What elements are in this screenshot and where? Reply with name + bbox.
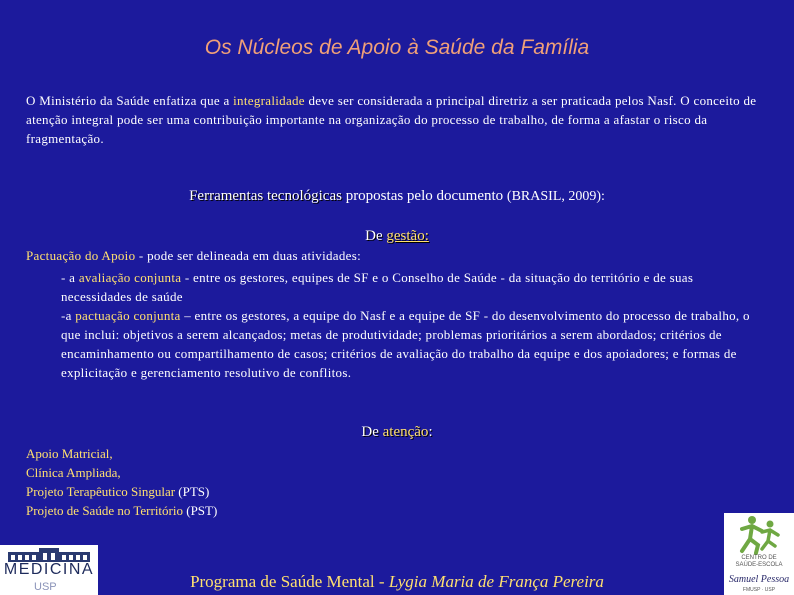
item-highlight: pactuação conjunta: [75, 308, 181, 323]
ferramentas-heading: [0, 188, 794, 205]
intro-text-1: O Ministério da Saúde enfatiza que a: [26, 93, 234, 108]
list-item-avaliacao: [61, 268, 766, 306]
centro-text: [724, 555, 794, 569]
atencao-suffix: :: [428, 424, 433, 440]
building-icon: [8, 548, 90, 562]
usp-wordmark: USP: [34, 581, 57, 593]
item-text: - entre os gestores, equipes de SF e o Conselho de Saúde - da situação do território e de suas necessidades de saúde: [61, 270, 694, 304]
atencao-prefix: De: [361, 424, 383, 440]
pactuacao-rest: - pode ser delineada em duas atividades:: [135, 248, 362, 263]
list-item-pactuacao: [61, 306, 766, 382]
ferramentas-ref: (BRASIL, 2009):: [506, 189, 605, 204]
footer-credit: [0, 572, 794, 592]
atencao-list: [26, 444, 217, 520]
footer-program: Programa de Saúde Mental -: [190, 572, 389, 591]
list-item: [26, 444, 217, 463]
gestao-word: gestão:: [386, 228, 429, 244]
centro-saude-escola-logo: [724, 513, 794, 595]
atencao-heading: [0, 424, 794, 441]
integralidade-highlight: integralidade: [233, 93, 305, 108]
list-item-suffix: (PST): [182, 503, 218, 518]
list-item-suffix: (PTS): [175, 484, 210, 499]
ferramentas-bold: Ferramentas tecnológicas: [189, 188, 342, 204]
ferramentas-rest: propostas pelo documento: [341, 188, 507, 204]
list-item-text: Clínica Ampliada,: [26, 465, 121, 480]
item-highlight: avaliação conjunta: [78, 270, 182, 285]
gestao-prefix: De: [365, 228, 387, 244]
list-item: [26, 501, 217, 520]
footer-author: Lygia Maria de França Pereira: [388, 572, 604, 591]
list-item-text: Projeto de Saúde no Território: [26, 503, 183, 518]
list-item: [26, 463, 217, 482]
pactuacao-line: [26, 248, 361, 264]
list-item: [26, 482, 217, 501]
item-prefix: - a: [61, 270, 79, 285]
slide-title: Os Núcleos de Apoio à Saúde da Família: [204, 36, 590, 59]
list-item-text: Apoio Matricial,: [26, 446, 113, 461]
list-item-text: Projeto Terapêutico Singular: [26, 484, 176, 499]
runner-figures-icon: [738, 515, 780, 555]
gestao-heading: [0, 228, 794, 245]
intro-text-2: deve ser considerada a principal diretriz a ser praticada pelos Nasf. O conceito de atenção integral pode ser uma contribuição importante na organização do processo de trabalho, de forma a afastar o risco da fragmentação.: [26, 93, 757, 146]
intro-paragraph: [26, 91, 771, 148]
medicina-wordmark: MEDICINA: [3, 561, 95, 578]
logo-line-1: CENTRO DE: [741, 555, 777, 561]
pactuacao-label: Pactuação do Apoio: [26, 248, 136, 263]
atencao-word: atenção: [382, 424, 429, 440]
logo-tagline: FMUSP · USP: [742, 587, 776, 593]
samuel-pessoa-text: Samuel Pessoa: [728, 574, 790, 585]
item-prefix: -a: [61, 308, 76, 323]
item-text: – entre os gestores, a equipe do Nasf e a equipe de SF - do desenvolvimento do processo de trabalho, o que inclui: objetivos a serem alcançados; metas de produtividade; problemas prioritários a serem abordados; critérios de encaminhamento ou compartilhamento de casos; critérios de avaliação do trabalho da equipe e dos apoiadores; e formas de explicitação e gerenciamento resolutivo de conflitos.: [61, 308, 750, 380]
logo-line-2: SAÚDE-ESCOLA: [735, 562, 783, 568]
